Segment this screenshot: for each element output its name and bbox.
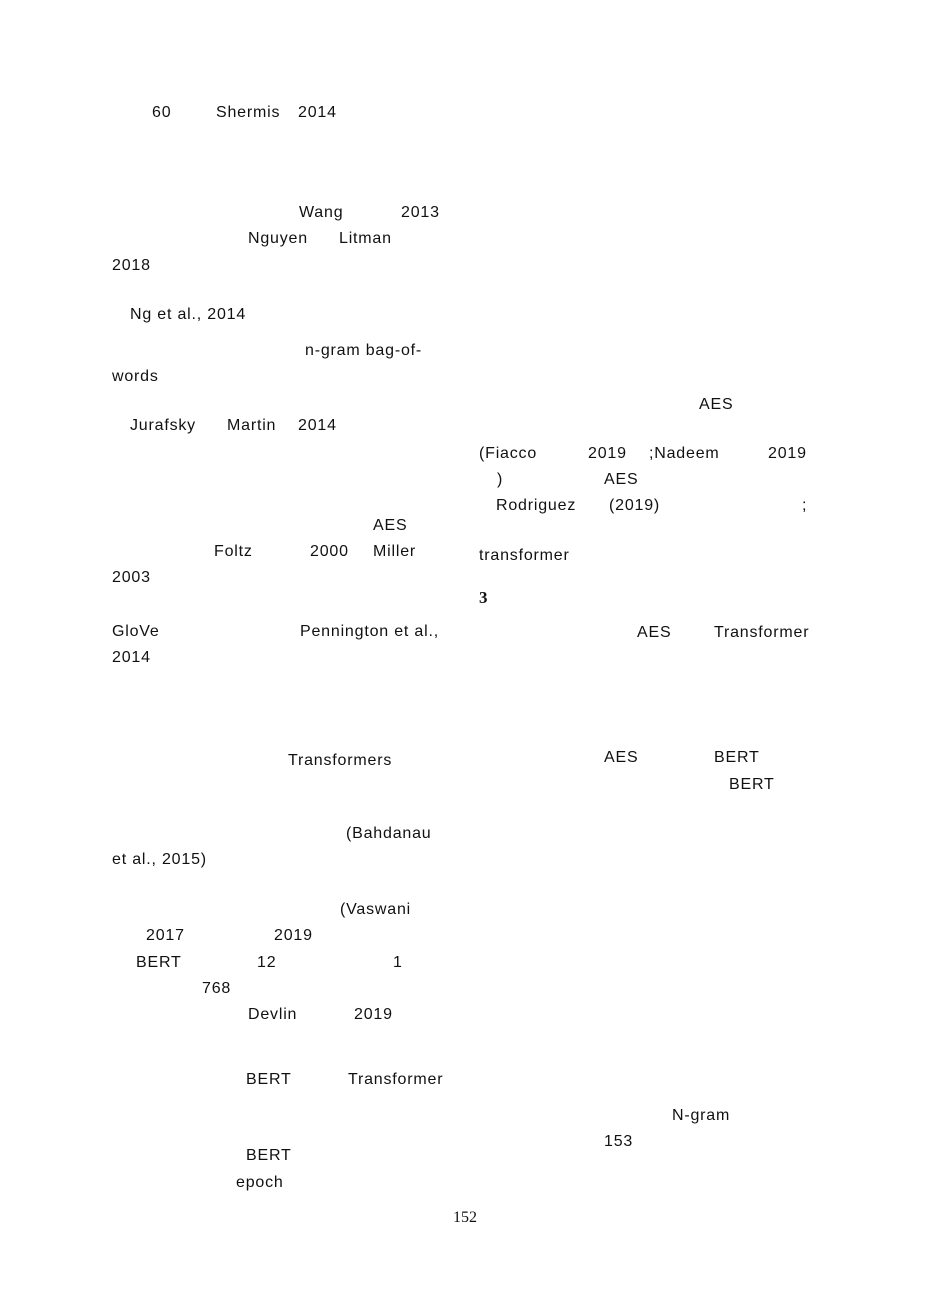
text-fragment: 2019: [274, 927, 313, 944]
text-fragment: BERT: [246, 1147, 292, 1164]
text-fragment: 60: [152, 104, 172, 121]
text-fragment: ;: [802, 497, 808, 514]
text-fragment: AES: [604, 749, 639, 766]
text-fragment: AES: [604, 471, 639, 488]
text-fragment: words: [112, 368, 159, 385]
text-fragment: Shermis: [216, 104, 281, 121]
text-fragment: BERT: [729, 776, 775, 793]
text-fragment: epoch: [236, 1174, 284, 1191]
text-fragment: Nguyen: [248, 230, 308, 247]
text-fragment: Pennington et al.,: [300, 623, 439, 640]
text-fragment: AES: [637, 624, 672, 641]
text-fragment: 2019: [354, 1006, 393, 1023]
text-fragment: 768: [202, 980, 232, 997]
text-fragment: 2014: [298, 417, 337, 434]
text-fragment: Devlin: [248, 1006, 298, 1023]
text-fragment: Jurafsky: [130, 417, 196, 434]
text-fragment: Foltz: [214, 543, 253, 560]
text-fragment: 2003: [112, 569, 151, 586]
text-fragment: Transformers: [288, 752, 393, 769]
page-number: 152: [453, 1209, 477, 1226]
text-fragment: et al., 2015): [112, 851, 207, 868]
text-fragment: GloVe: [112, 623, 160, 640]
text-fragment: Litman: [339, 230, 392, 247]
text-fragment: ;Nadeem: [649, 445, 720, 462]
text-fragment: BERT: [136, 954, 182, 971]
text-fragment: N-gram: [672, 1107, 731, 1124]
text-fragment: 2018: [112, 257, 151, 274]
text-fragment: 2017: [146, 927, 185, 944]
text-fragment: (Bahdanau: [346, 825, 432, 842]
text-fragment: (Vaswani: [340, 901, 412, 918]
section-heading-number: 3: [479, 588, 488, 607]
text-fragment: BERT: [246, 1071, 292, 1088]
text-fragment: 2000: [310, 543, 349, 560]
text-fragment: Transformer: [348, 1071, 444, 1088]
text-fragment: AES: [373, 517, 408, 534]
text-fragment: 2019: [588, 445, 627, 462]
text-fragment: 2013: [401, 204, 440, 221]
text-fragment: Rodriguez: [496, 497, 577, 514]
text-fragment: 2019: [768, 445, 807, 462]
text-fragment: 1: [393, 954, 403, 971]
citation: Ng et al., 2014: [130, 306, 247, 323]
text-fragment: transformer: [479, 547, 570, 564]
text-fragment: BERT: [714, 749, 760, 766]
text-fragment: ): [497, 471, 504, 488]
text-fragment: Martin: [227, 417, 277, 434]
text-fragment: (2019): [609, 497, 661, 514]
text-fragment: 2014: [298, 104, 337, 121]
text-fragment: 2014: [112, 649, 151, 666]
text-fragment: Wang: [299, 204, 344, 221]
text-fragment: n-gram bag-of-: [305, 342, 423, 359]
text-fragment: AES: [699, 396, 734, 413]
text-fragment: Transformer: [714, 624, 810, 641]
text-fragment: Miller: [373, 543, 417, 560]
text-fragment: 153: [604, 1133, 634, 1150]
text-fragment: (Fiacco: [479, 445, 538, 462]
text-fragment: 12: [257, 954, 277, 971]
